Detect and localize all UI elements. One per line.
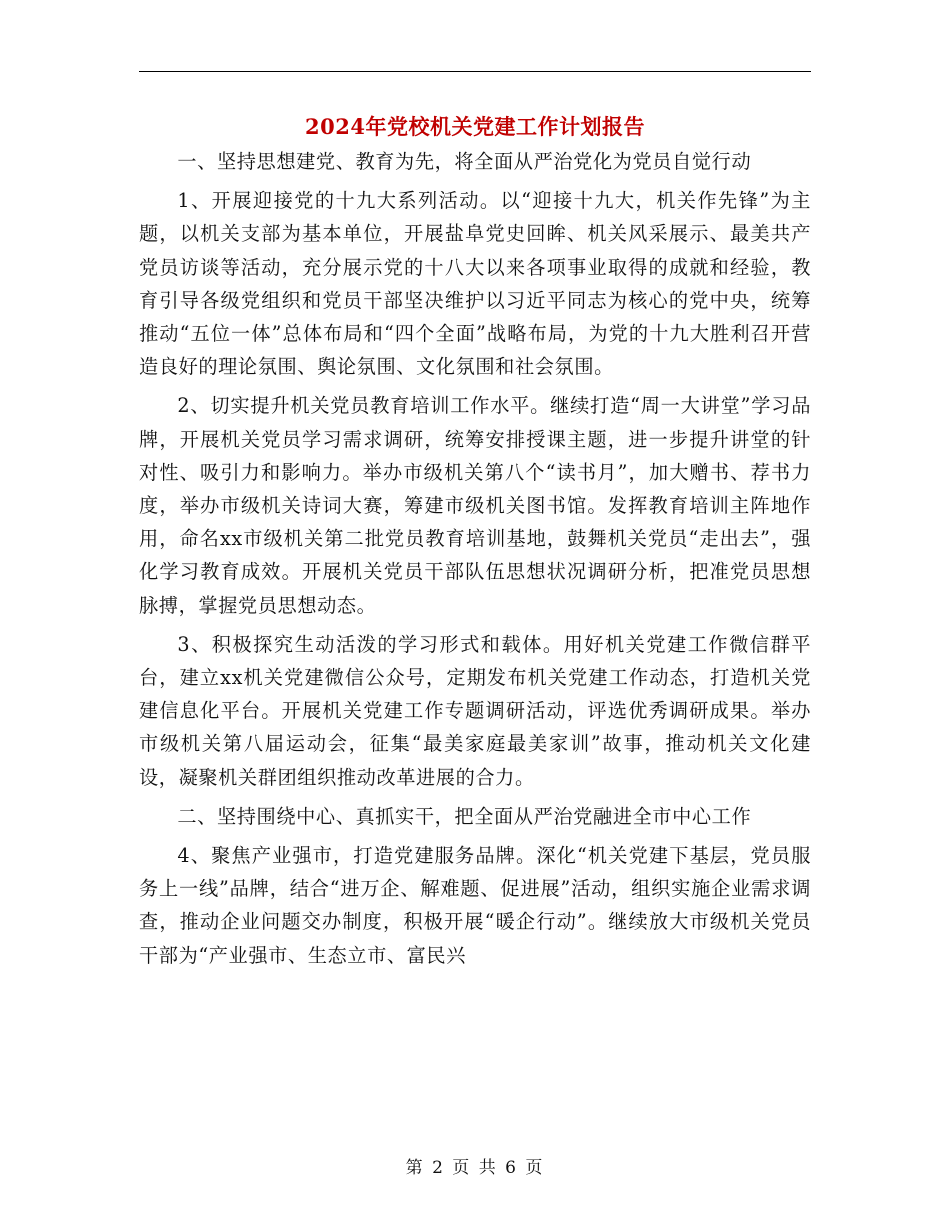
page-indicator: 第 2 页 共 6 页: [405, 1158, 545, 1178]
header-rule: [139, 71, 811, 72]
paragraph-2: 2、切实提升机关党员教育培训工作水平。继续打造“周一大讲堂”学习品牌，开展机关党员学习需求调研，统筹安排授课主题，进一步提升讲堂的针对性、吸引力和影响力。举办市级机关第八个“读书月”，加大赠书、荐书力度，举办市级机关诗词大赛，筹建市级机关图书馆。发挥教育培训主阵地作用，命名xx市级机关第二批党员教育培训基地，鼓舞机关党员“走出去”，强化学习教育成效。开展机关党员干部队伍思想状况调研分析，把准党员思想脉搏，掌握党员思想动态。: [139, 394, 811, 617]
document-title: 2024年党校机关党建工作计划报告: [305, 114, 645, 139]
paragraph-4: 4、聚焦产业强市，打造党建服务品牌。深化“机关党建下基层，党员服务上一线”品牌，结合“进万企、解难题、促进展”活动，组织实施企业需求调查，推动企业问题交办制度，积极开展“暖企行动”。继续放大市级机关党员干部为“产业强市、生态立市、富民兴: [139, 844, 811, 967]
document-body: [139, 145, 811, 972]
paragraph-3: 3、积极探究生动活泼的学习形式和载体。用好机关党建工作微信群平台，建立xx机关党建微信公众号，定期发布机关党建工作动态，打造机关党建信息化平台。开展机关党建工作专题调研活动，评选优秀调研成果。举办市级机关第八届运动会，征集“最美家庭最美家训”故事，推动机关文化建设，凝聚机关群团组织推动改革进展的合力。: [139, 632, 811, 789]
paragraph-1: 1、开展迎接党的十九大系列活动。以“迎接十九大，机关作先锋”为主题，以机关支部为基本单位，开展盐阜党史回眸、机关风采展示、最美共产党员访谈等活动，充分展示党的十八大以来各项事业取得的成就和经验，教育引导各级党组织和党员干部坚决维护以习近平同志为核心的党中央，统筹推动“五位一体”总体布局和“四个全面”战略布局，为党的十九大胜利召开营造良好的理论氛围、舆论氛围、文化氛围和社会氛围。: [139, 189, 811, 379]
section-heading-2: 二、坚持围绕中心、真抓实干，把全面从严治党融进全市中心工作: [177, 804, 752, 828]
section-heading-1: 一、坚持思想建党、教育为先，将全面从严治党化为党员自觉行动: [177, 150, 752, 173]
